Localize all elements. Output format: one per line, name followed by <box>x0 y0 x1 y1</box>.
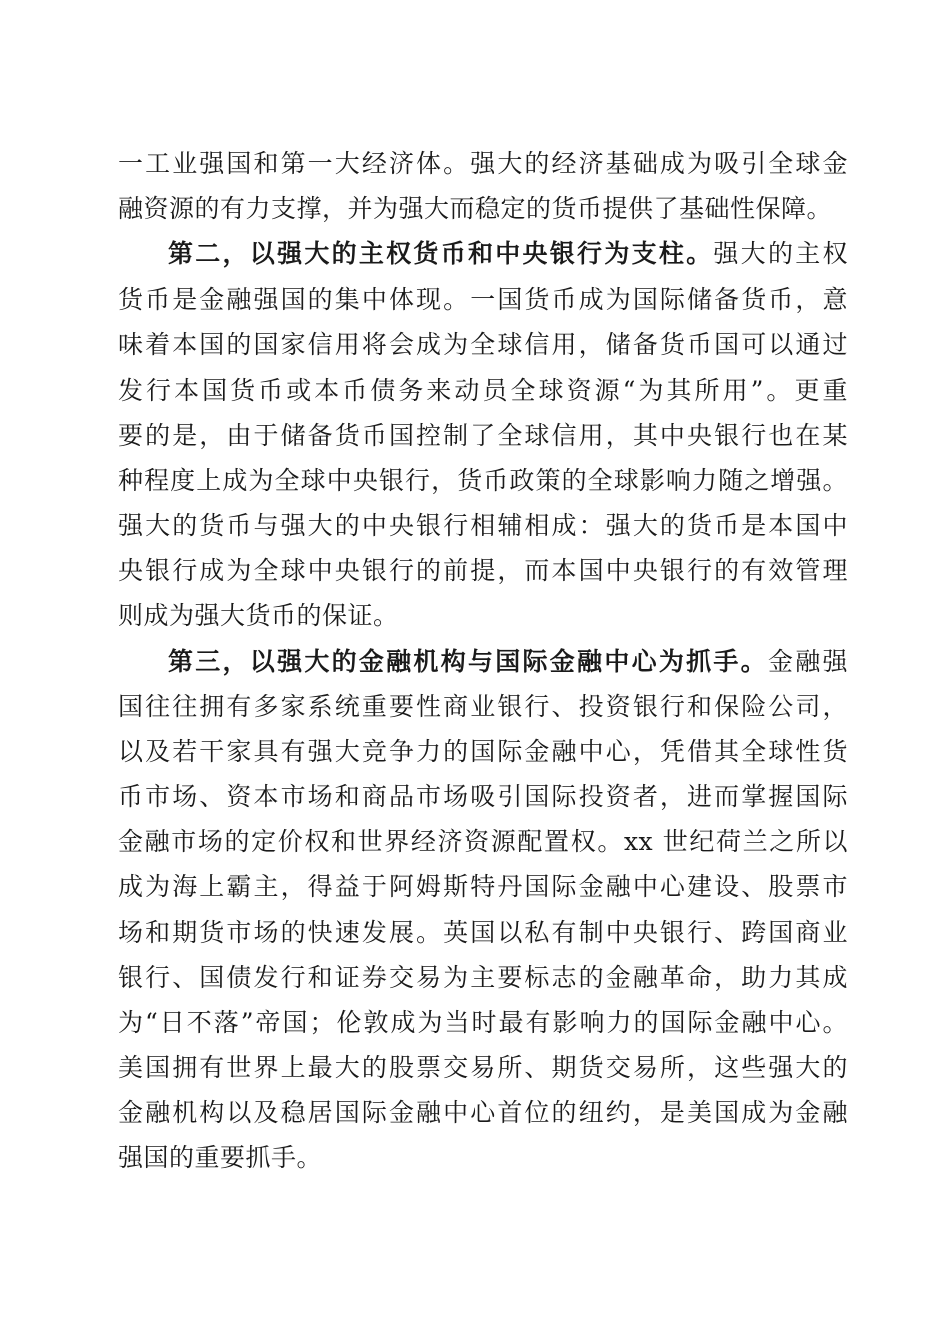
paragraph-3-lead: 金融强 <box>767 647 848 676</box>
paragraph-2-heading: 第二，以强大的主权货币和中央银行为支柱。 <box>168 239 714 268</box>
paragraph-1-line-1: 一工业强国和第一大经济体。强大的经济基础成为吸引全球金 <box>118 149 848 178</box>
paragraph-2-line-8: 央银行成为全球中央银行的前提，而本国中央银行的有效管理 <box>118 556 848 585</box>
paragraph-3-line-8: 银行、国债发行和证券交易为主要标志的金融革命，助力其成 <box>118 963 848 992</box>
paragraph-2-line-6: 种程度上成为全球中央银行，货币政策的全球影响力随之增强。 <box>118 466 848 495</box>
paragraph-2-line-3: 味着本国的国家信用将会成为全球信用，储备货币国可以通过 <box>118 330 848 359</box>
paragraph-3-line-2: 国往往拥有多家系统重要性商业银行、投资银行和保险公司， <box>118 692 848 721</box>
paragraph-3-line-3: 以及若干家具有强大竞争力的国际金融中心，凭借其全球性货 <box>118 737 848 766</box>
paragraph-3-line-6: 成为海上霸主，得益于阿姆斯特丹国际金融中心建设、股票市 <box>118 872 848 901</box>
paragraph-3-line-1 <box>168 644 848 680</box>
paragraph-2-line-5: 要的是，由于储备货币国控制了全球信用，其中央银行也在某 <box>118 421 848 450</box>
paragraph-3-line-9: 为“日不落”帝国；伦敦成为当时最有影响力的国际金融中心。 <box>118 1008 848 1037</box>
paragraph-2-line-1 <box>168 236 848 272</box>
paragraph-3-line-12: 强国的重要抓手。 <box>118 1143 323 1172</box>
paragraph-2-line-4: 发行本国货币或本币债务来动员全球资源“为其所用”。更重 <box>118 376 848 405</box>
paragraph-3-line-5: 金融市场的定价权和世界经济资源配置权。xx 世纪荷兰之所以 <box>118 827 848 856</box>
paragraph-2-lead: 强大的主权 <box>713 239 848 268</box>
paragraph-2-line-9: 则成为强大货币的保证。 <box>118 601 399 630</box>
paragraph-1-line-2: 融资源的有力支撑，并为强大而稳定的货币提供了基础性保障。 <box>118 194 833 223</box>
paragraph-3-line-11: 金融机构以及稳居国际金融中心首位的纽约，是美国成为金融 <box>118 1098 848 1127</box>
paragraph-3-line-4: 币市场、资本市场和商品市场吸引国际投资者，进而掌握国际 <box>118 782 848 811</box>
paragraph-3-heading: 第三，以强大的金融机构与国际金融中心为抓手。 <box>168 647 768 676</box>
paragraph-3-line-10: 美国拥有世界上最大的股票交易所、期货交易所，这些强大的 <box>118 1053 848 1082</box>
paragraph-3-line-7: 场和期货市场的快速发展。英国以私有制中央银行、跨国商业 <box>118 918 848 947</box>
paragraph-2-line-2: 货币是金融强国的集中体现。一国货币成为国际储备货币，意 <box>118 285 848 314</box>
paragraph-2-line-7: 强大的货币与强大的中央银行相辅相成：强大的货币是本国中 <box>118 511 848 540</box>
